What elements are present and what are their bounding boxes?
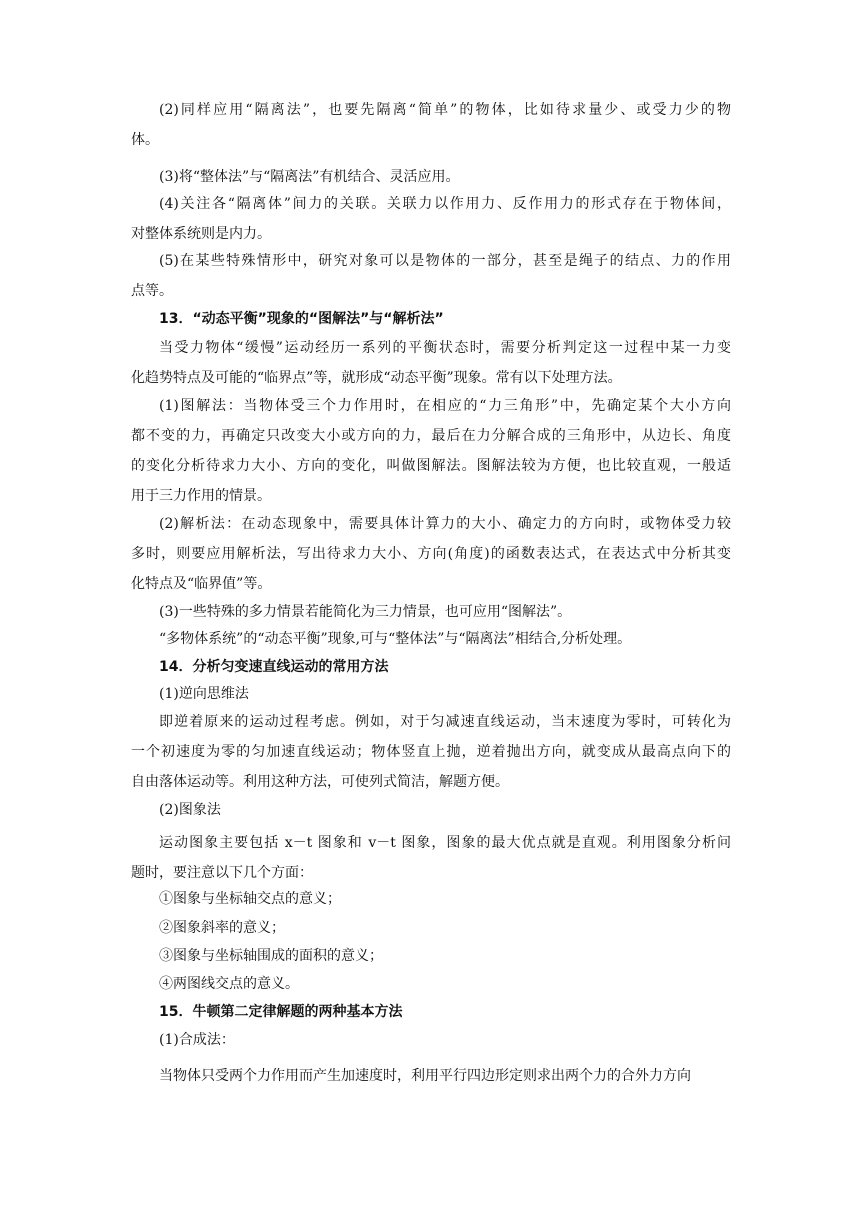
paragraph-line: 多时，则要应用解析法，写出待求力大小、方向(角度)的函数表达式，在表达式中分析其变 xyxy=(131,546,731,562)
paragraph-line: 点等。 xyxy=(131,283,173,299)
paragraph-line: (5)在某些特殊情形中，研究对象可以是物体的一部分，甚至是绳子的结点、力的作用 xyxy=(159,253,731,269)
paragraph-line: 一个初速度为零的匀加速直线运动；物体竖直上抛，逆着抛出方向，就变成从最高点向下的 xyxy=(131,744,731,760)
paragraph-line: (3)将“整体法”与“隔离法”有机结合、灵活应用。 xyxy=(159,169,460,185)
paragraph-line: (2)图象法 xyxy=(159,802,221,818)
paragraph-line: 化趋势特点及可能的“临界点”等，就形成“动态平衡”现象。常有以下处理方法。 xyxy=(131,370,622,386)
paragraph-line: 用于三力作用的情景。 xyxy=(131,488,271,504)
paragraph-line: ③图象与坐标轴围成的面积的意义； xyxy=(159,948,383,964)
paragraph-line: 体。 xyxy=(131,132,159,148)
paragraph-line: 的变化分析待求力大小、方向的变化，叫做图解法。图解法较为方便，也比较直观，一般适 xyxy=(131,458,731,474)
paragraph-line: (1)合成法： xyxy=(159,1032,235,1048)
paragraph-line: 都不变的力，再确定只改变大小或方向的力，最后在力分解合成的三角形中，从边长、角度 xyxy=(131,428,731,444)
paragraph-line: 运动图象主要包括 x－t 图象和 v－t 图象，图象的最大优点就是直观。利用图象分析问 xyxy=(159,835,731,851)
paragraph-line: 即逆着原来的运动过程考虑。例如，对于匀减速直线运动，当末速度为零时，可转化为 xyxy=(159,714,731,730)
paragraph-line: 化特点及“临界值”等。 xyxy=(131,576,272,592)
paragraph-line: (2)解析法：在动态现象中，需要具体计算力的大小、确定力的方向时，或物体受力较 xyxy=(159,516,731,532)
paragraph-line: 自由落体运动等。利用这种方法，可使列式简洁，解题方便。 xyxy=(131,774,509,790)
paragraph-line: ④两图线交点的意义。 xyxy=(159,976,299,992)
paragraph-line: (1)逆向思维法 xyxy=(159,686,249,702)
paragraph-line: “多物体系统”的“动态平衡”现象,可与“整体法”与“隔离法”相结合,分析处理。 xyxy=(159,631,632,647)
paragraph-line: 当受力物体“缓慢”运动经历一系列的平衡状态时，需要分析判定这一过程中某一力变 xyxy=(159,340,731,356)
paragraph-line: 对整体系统则是内力。 xyxy=(131,226,271,242)
paragraph-line: (4)关注各“隔离体”间力的关联。关联力以作用力、反作用力的形式存在于物体间， xyxy=(159,196,731,212)
paragraph-line: 当物体只受两个力作用而产生加速度时，利用平行四边形定则求出两个力的合外力方向 xyxy=(159,1068,691,1084)
paragraph-line: ①图象与坐标轴交点的意义； xyxy=(159,891,341,907)
section-heading-line: 13．“动态平衡”现象的“图解法”与“解析法” xyxy=(159,311,444,327)
paragraph-line: (3)一些特殊的多力情景若能简化为三力情景，也可应用“图解法”。 xyxy=(159,604,572,620)
paragraph-line: 题时，要注意以下几个方面： xyxy=(131,865,313,881)
paragraph-line: ②图象斜率的意义； xyxy=(159,920,285,936)
paragraph-line: (1)图解法：当物体受三个力作用时，在相应的“力三角形”中，先确定某个大小方向 xyxy=(159,398,731,414)
section-heading-line: 14．分析匀变速直线运动的常用方法 xyxy=(159,659,389,675)
section-heading-line: 15．牛顿第二定律解题的两种基本方法 xyxy=(159,1004,403,1020)
paragraph-line: (2)同样应用“隔离法”，也要先隔离“简单”的物体，比如待求量少、或受力少的物 xyxy=(159,102,731,118)
